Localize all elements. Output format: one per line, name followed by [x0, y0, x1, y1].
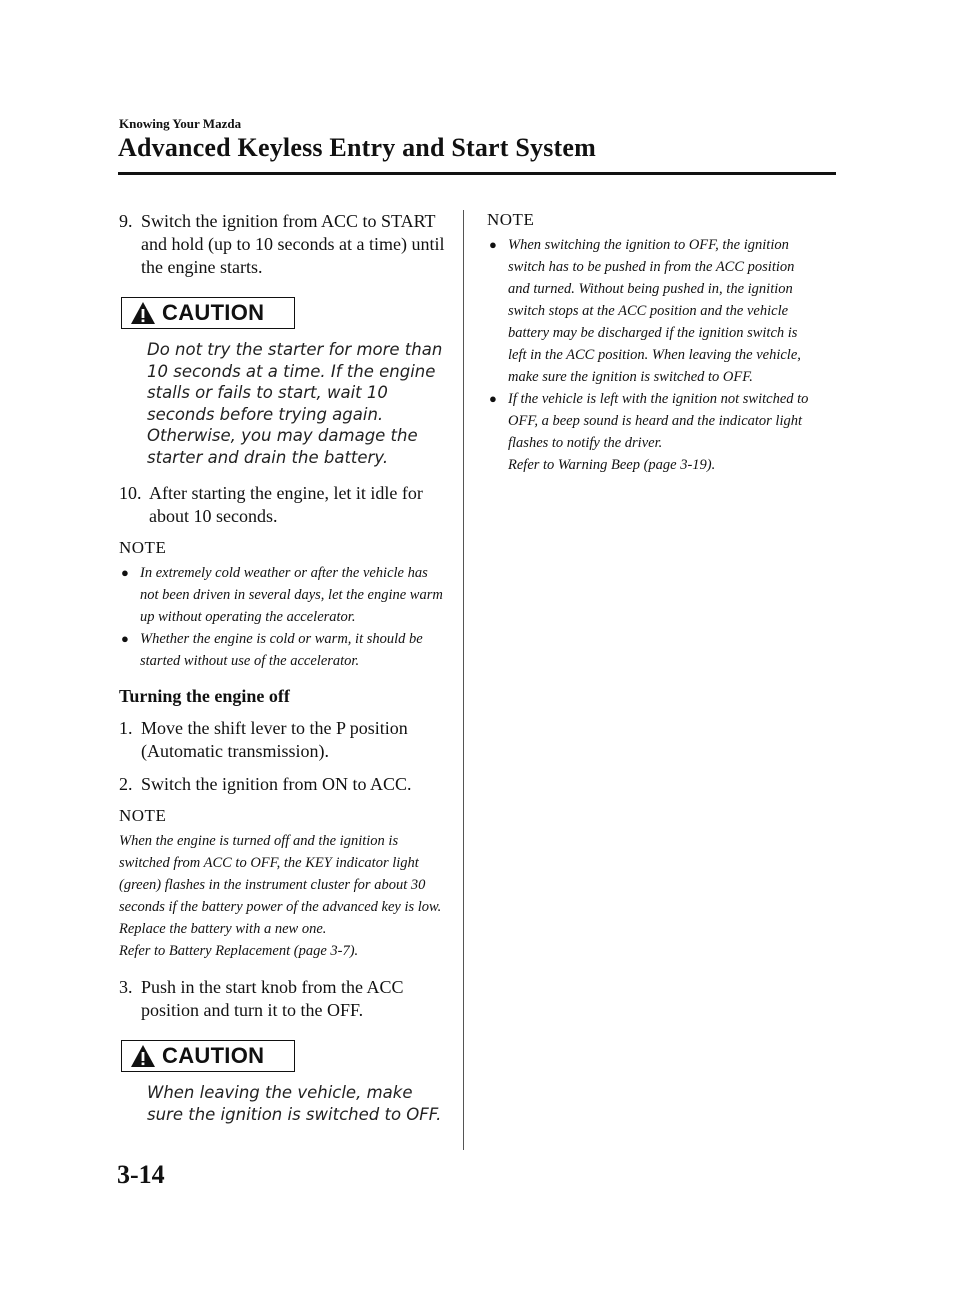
note-item: ● In extremely cold weather or after the vehicle has not been driven in several days, let the engine warm up without operating the accelerator. — [119, 562, 449, 628]
step-text: Switch the ignition from ON to ACC. — [141, 774, 412, 794]
warning-triangle-icon — [130, 301, 156, 325]
step-text: Move the shift lever to the P position (Automatic transmission). — [141, 718, 408, 761]
note-item: ● Whether the engine is cold or warm, it should be started without use of the accelerator. — [119, 628, 449, 672]
step-2 — [119, 773, 449, 796]
note-list — [487, 234, 817, 476]
subheading: Turning the engine off — [119, 686, 290, 706]
caution-badge — [121, 297, 295, 329]
note-item: ● If the vehicle is left with the ignition not switched to OFF, a beep sound is heard and the indicator light flashes to notify the driver. Refer to Warning Beep (page 3-19). — [487, 388, 817, 476]
page-number: 3-14 — [117, 1160, 165, 1189]
caution-text: Do not try the starter for more than 10 seconds at a time. If the engine stalls or fails to start, wait 10 seconds before trying again. Otherwise, you may damage the starter and drain the battery. — [147, 340, 443, 467]
warning-triangle-icon — [130, 1044, 156, 1068]
step-text: Switch the ignition from ACC to START and hold (up to 10 seconds at a time) until the engine starts. — [141, 211, 445, 277]
note-item: ● When switching the ignition to OFF, the ignition switch has to be pushed in from the ACC position and turned. Without being pushed in, the ignition switch stops at the ACC position and the vehicle battery may be discharged if the ignition switch is left in the ACC position. When leaving the vehicle, make sure the ignition is switched to OFF. — [487, 234, 817, 388]
left-column — [119, 210, 449, 1139]
note-paragraph: When the engine is turned off and the ignition is switched from ACC to OFF, the KEY indicator light (green) flashes in the instrument cluster for about 30 seconds if the battery power of the advanced key is low. Replace the battery with a new one. Refer to Battery Replacement (page 3-7). — [119, 833, 442, 959]
title-rule — [118, 172, 836, 175]
note-heading: NOTE — [487, 210, 535, 229]
step-9 — [119, 210, 449, 279]
step-number: 3. — [119, 977, 133, 997]
page-reference: Refer to Battery Replacement (page 3-7). — [119, 943, 359, 959]
step-number: 10. — [119, 483, 142, 503]
step-number: 9. — [119, 211, 133, 231]
bullet-icon: ● — [489, 237, 497, 252]
right-column — [487, 210, 817, 490]
step-number: 2. — [119, 774, 133, 794]
step-1 — [119, 717, 449, 763]
note-heading: NOTE — [119, 806, 167, 825]
bullet-icon: ● — [121, 565, 129, 580]
step-3 — [119, 976, 449, 1022]
bullet-icon: ● — [489, 391, 497, 406]
note-list — [119, 562, 449, 672]
bullet-icon: ● — [121, 631, 129, 646]
step-text: Push in the start knob from the ACC position and turn it to the OFF. — [141, 977, 404, 1020]
caution-badge — [121, 1040, 295, 1072]
column-divider — [463, 210, 464, 1150]
page-title: Advanced Keyless Entry and Start System — [118, 133, 596, 162]
step-text: After starting the engine, let it idle for about 10 seconds. — [149, 483, 423, 526]
section-label: Knowing Your Mazda — [119, 116, 242, 131]
step-number: 1. — [119, 718, 133, 738]
page-reference: Refer to Warning Beep (page 3-19). — [508, 457, 716, 473]
caution-label: CAUTION — [162, 300, 265, 325]
caution-text: When leaving the vehicle, make sure the ignition is switched to OFF. — [147, 1083, 442, 1124]
step-10 — [119, 482, 449, 528]
note-heading: NOTE — [119, 538, 167, 557]
caution-label: CAUTION — [162, 1043, 265, 1068]
